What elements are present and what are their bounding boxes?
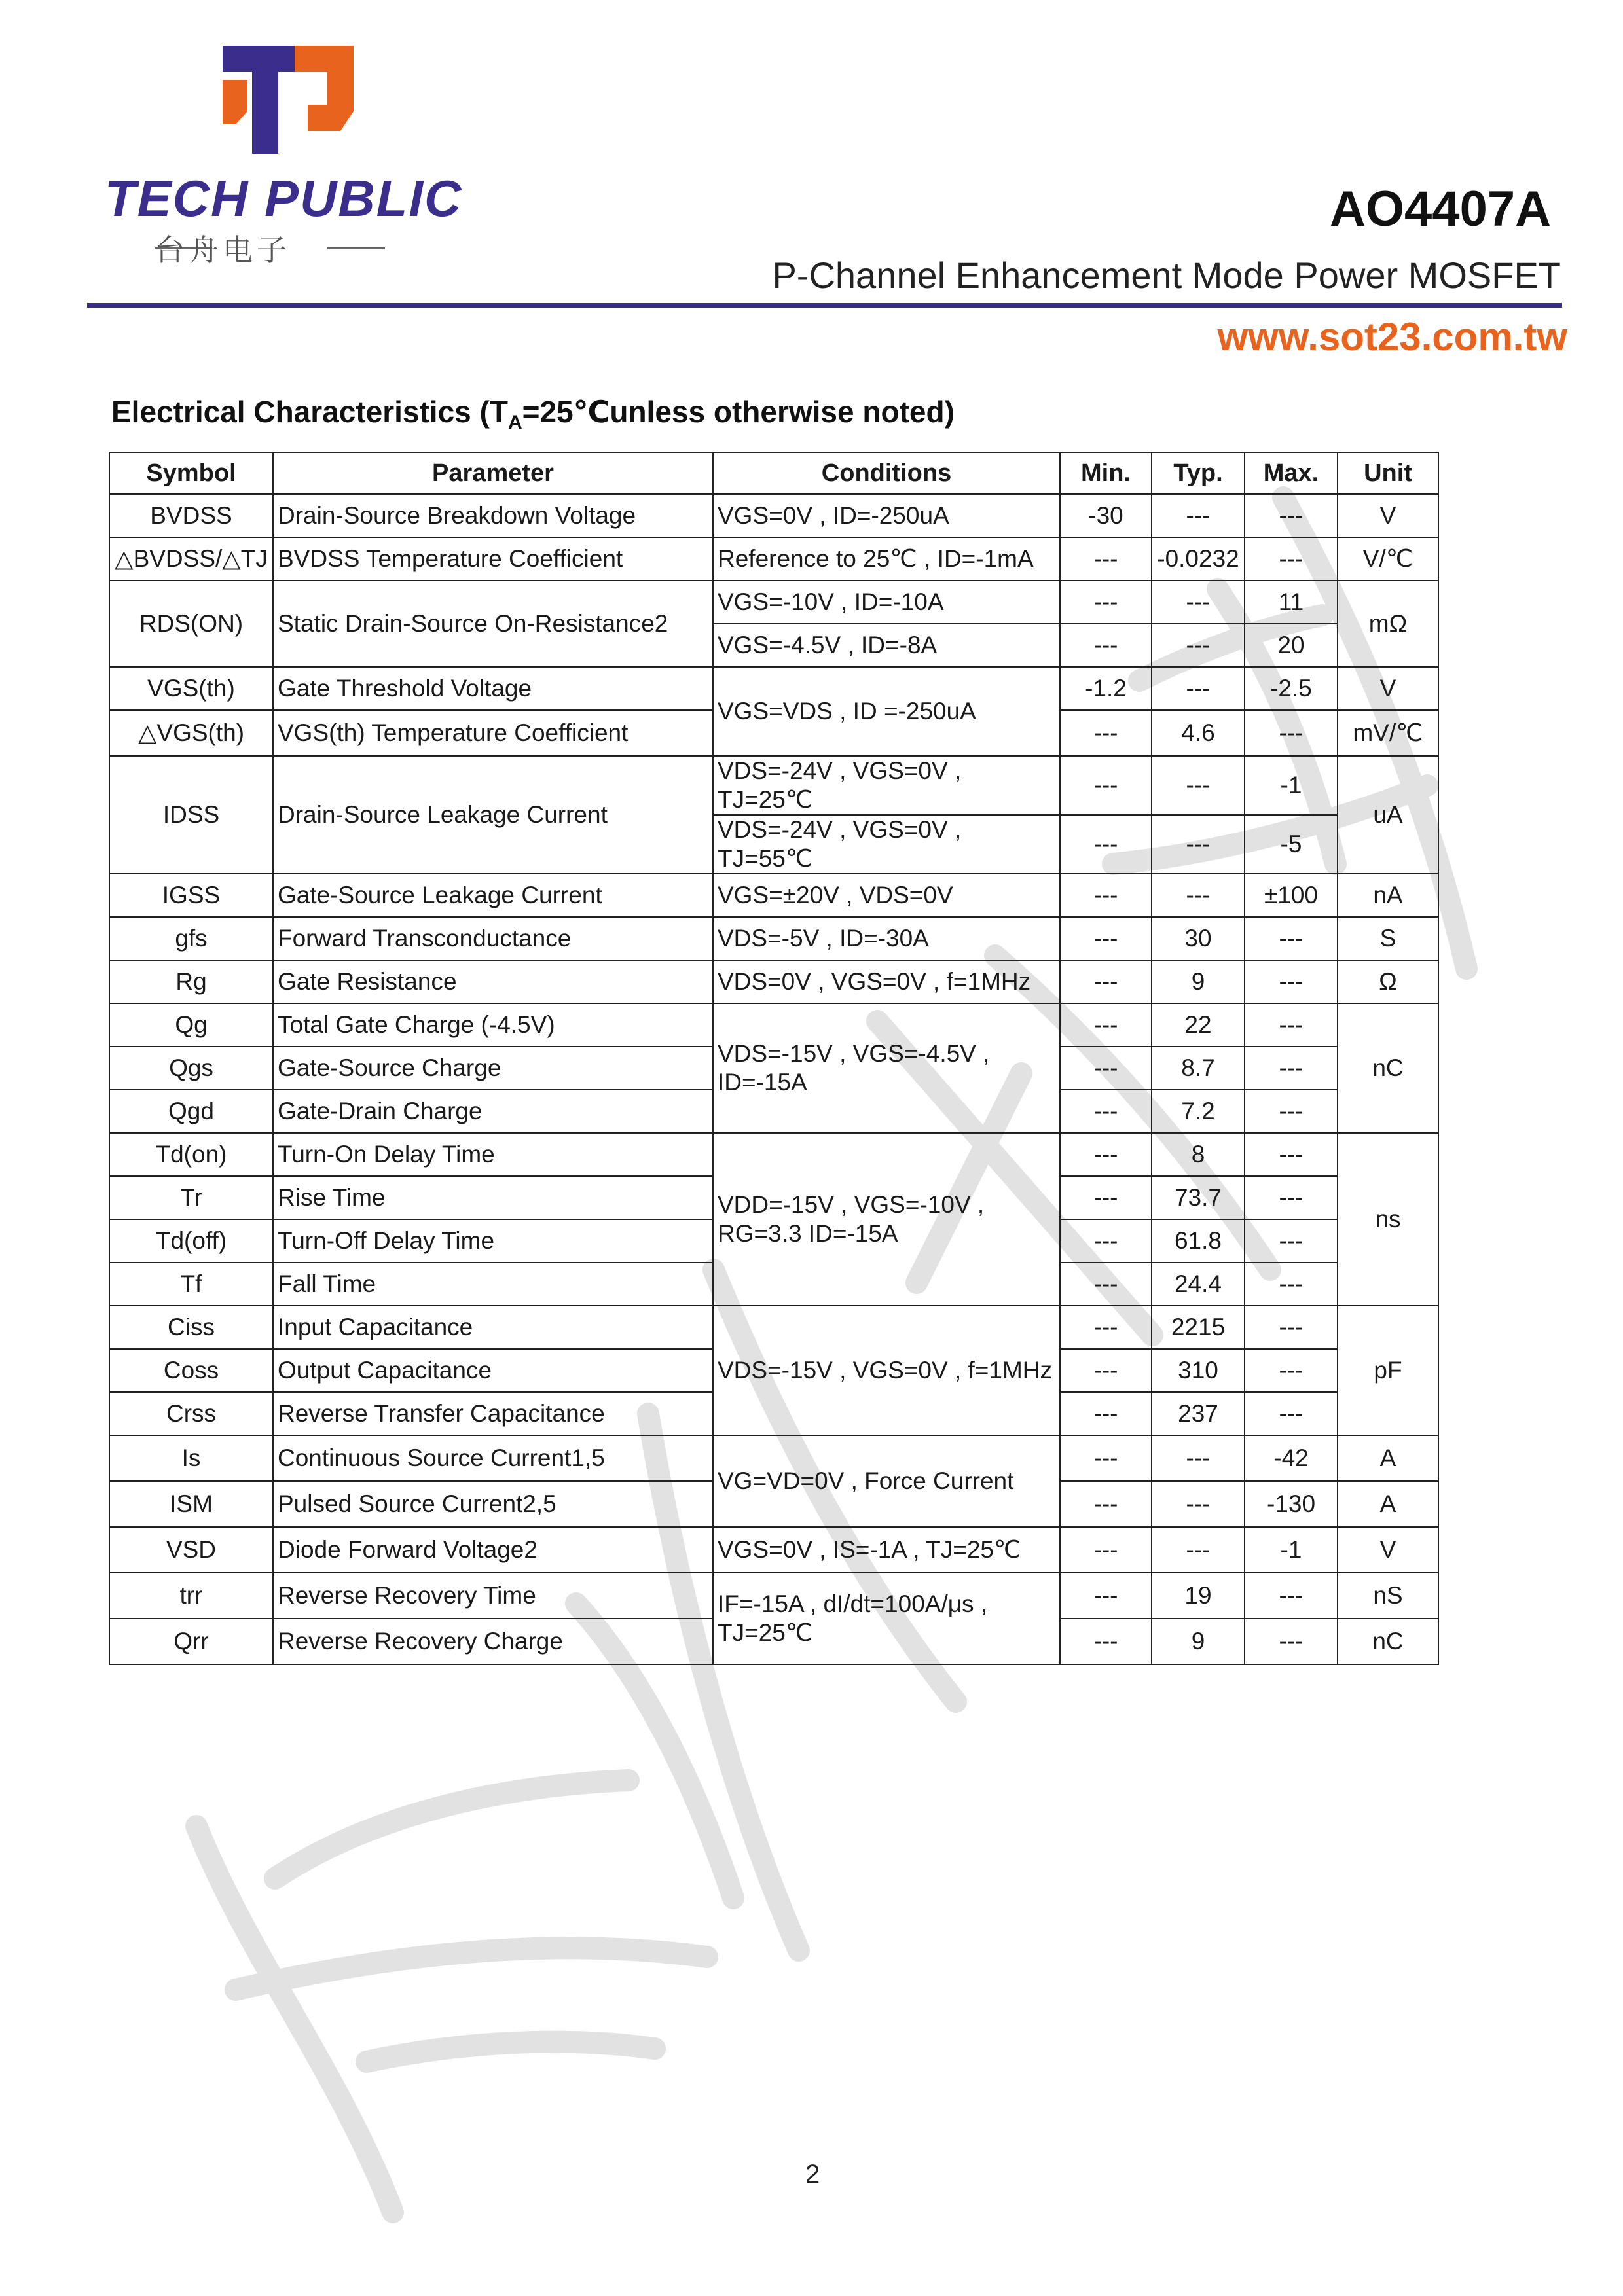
min-cell: --- bbox=[1060, 537, 1152, 581]
conditions-cell: VDS=-5V , ID=-30A bbox=[713, 917, 1060, 960]
min-cell: --- bbox=[1060, 1047, 1152, 1090]
section-title-post: =25℃unless otherwise noted) bbox=[522, 395, 955, 429]
symbol-cell: Ciss bbox=[109, 1306, 273, 1349]
table-row bbox=[109, 1573, 1438, 1619]
symbol-cell: Qgs bbox=[109, 1047, 273, 1090]
unit-cell: V bbox=[1338, 494, 1438, 537]
header-min: Min. bbox=[1060, 452, 1152, 494]
max-cell: --- bbox=[1245, 917, 1338, 960]
typ-cell: 310 bbox=[1152, 1349, 1245, 1392]
typ-cell: 9 bbox=[1152, 960, 1245, 1003]
unit-cell: A bbox=[1338, 1435, 1438, 1481]
typ-cell: 8.7 bbox=[1152, 1047, 1245, 1090]
parameter-cell: Fall Time bbox=[273, 1263, 713, 1306]
parameter-cell: Turn-Off Delay Time bbox=[273, 1219, 713, 1263]
min-cell: --- bbox=[1060, 1619, 1152, 1664]
max-cell: -2.5 bbox=[1245, 667, 1338, 710]
conditions-cell: VGS=VDS , ID =-250uA bbox=[713, 667, 1060, 756]
max-cell: --- bbox=[1245, 1573, 1338, 1619]
max-cell: ±100 bbox=[1245, 874, 1338, 917]
max-cell: 20 bbox=[1245, 624, 1338, 667]
table-row bbox=[109, 667, 1438, 710]
typ-cell: --- bbox=[1152, 1527, 1245, 1573]
conditions-cell: VDS=-15V , VGS=-4.5V , ID=-15A bbox=[713, 1003, 1060, 1133]
table-row bbox=[109, 874, 1438, 917]
typ-cell: 2215 bbox=[1152, 1306, 1245, 1349]
min-cell: --- bbox=[1060, 1263, 1152, 1306]
unit-cell: nC bbox=[1338, 1619, 1438, 1664]
parameter-cell: Gate Resistance bbox=[273, 960, 713, 1003]
unit-cell: S bbox=[1338, 917, 1438, 960]
parameter-cell: Drain-Source Leakage Current bbox=[273, 756, 713, 874]
min-cell: --- bbox=[1060, 1176, 1152, 1219]
unit-cell: nC bbox=[1338, 1003, 1438, 1133]
symbol-cell: VSD bbox=[109, 1527, 273, 1573]
symbol-cell: Tr bbox=[109, 1176, 273, 1219]
tp-letters-logo-icon bbox=[216, 39, 360, 164]
max-cell: --- bbox=[1245, 1003, 1338, 1047]
parameter-cell: Total Gate Charge (-4.5V) bbox=[273, 1003, 713, 1047]
table-header-row bbox=[109, 452, 1438, 494]
symbol-cell: BVDSS bbox=[109, 494, 273, 537]
max-cell: --- bbox=[1245, 1619, 1338, 1664]
parameter-cell: Rise Time bbox=[273, 1176, 713, 1219]
parameter-cell: Pulsed Source Current2,5 bbox=[273, 1481, 713, 1527]
unit-cell: V/℃ bbox=[1338, 537, 1438, 581]
unit-cell: nS bbox=[1338, 1573, 1438, 1619]
min-cell: --- bbox=[1060, 1219, 1152, 1263]
symbol-cell: △VGS(th) bbox=[109, 710, 273, 756]
symbol-cell: Is bbox=[109, 1435, 273, 1481]
unit-cell: ns bbox=[1338, 1133, 1438, 1306]
brand-name: TECH PUBLIC bbox=[105, 170, 463, 227]
conditions-cell: VGS=0V , ID=-250uA bbox=[713, 494, 1060, 537]
min-cell: --- bbox=[1060, 874, 1152, 917]
typ-cell: --- bbox=[1152, 1435, 1245, 1481]
conditions-cell: VGS=-10V , ID=-10A bbox=[713, 581, 1060, 624]
conditions-cell: VGS=-4.5V , ID=-8A bbox=[713, 624, 1060, 667]
max-cell: --- bbox=[1245, 1263, 1338, 1306]
typ-cell: 19 bbox=[1152, 1573, 1245, 1619]
parameter-cell: Gate-Source Charge bbox=[273, 1047, 713, 1090]
table-row bbox=[109, 1435, 1438, 1481]
typ-cell: 73.7 bbox=[1152, 1176, 1245, 1219]
symbol-cell: Td(off) bbox=[109, 1219, 273, 1263]
brand-divider-right bbox=[327, 247, 385, 249]
unit-cell: uA bbox=[1338, 756, 1438, 874]
typ-cell: 237 bbox=[1152, 1392, 1245, 1435]
max-cell: -130 bbox=[1245, 1481, 1338, 1527]
conditions-cell: VDS=-24V , VGS=0V , TJ=25℃ bbox=[713, 756, 1060, 815]
symbol-cell: Coss bbox=[109, 1349, 273, 1392]
parameter-cell: Input Capacitance bbox=[273, 1306, 713, 1349]
electrical-characteristics-table bbox=[109, 452, 1439, 1665]
min-cell: --- bbox=[1060, 1392, 1152, 1435]
symbol-cell: IDSS bbox=[109, 756, 273, 874]
typ-cell: 24.4 bbox=[1152, 1263, 1245, 1306]
symbol-cell: △BVDSS/△TJ bbox=[109, 537, 273, 581]
unit-cell: nA bbox=[1338, 874, 1438, 917]
typ-cell: 30 bbox=[1152, 917, 1245, 960]
min-cell: --- bbox=[1060, 624, 1152, 667]
parameter-cell: Static Drain-Source On-Resistance2 bbox=[273, 581, 713, 667]
min-cell: --- bbox=[1060, 1003, 1152, 1047]
unit-cell: pF bbox=[1338, 1306, 1438, 1435]
page-number: 2 bbox=[805, 2160, 820, 2189]
min-cell: --- bbox=[1060, 960, 1152, 1003]
parameter-cell: Drain-Source Breakdown Voltage bbox=[273, 494, 713, 537]
min-cell: --- bbox=[1060, 1527, 1152, 1573]
header-unit: Unit bbox=[1338, 452, 1438, 494]
part-number: AO4407A bbox=[1330, 181, 1551, 237]
section-title bbox=[111, 394, 955, 434]
conditions-cell: VGS=0V , IS=-1A , TJ=25℃ bbox=[713, 1527, 1060, 1573]
max-cell: 11 bbox=[1245, 581, 1338, 624]
max-cell: -5 bbox=[1245, 815, 1338, 874]
typ-cell: 9 bbox=[1152, 1619, 1245, 1664]
max-cell: --- bbox=[1245, 494, 1338, 537]
conditions-cell: VGS=±20V , VDS=0V bbox=[713, 874, 1060, 917]
product-subtitle: P-Channel Enhancement Mode Power MOSFET bbox=[772, 255, 1561, 296]
table-row bbox=[109, 1003, 1438, 1047]
unit-cell: mV/℃ bbox=[1338, 710, 1438, 756]
max-cell: -1 bbox=[1245, 1527, 1338, 1573]
min-cell: --- bbox=[1060, 1133, 1152, 1176]
min-cell: --- bbox=[1060, 1090, 1152, 1133]
min-cell: --- bbox=[1060, 815, 1152, 874]
parameter-cell: VGS(th) Temperature Coefficient bbox=[273, 710, 713, 756]
typ-cell: --- bbox=[1152, 494, 1245, 537]
typ-cell: --- bbox=[1152, 756, 1245, 815]
max-cell: --- bbox=[1245, 1090, 1338, 1133]
symbol-cell: Rg bbox=[109, 960, 273, 1003]
max-cell: --- bbox=[1245, 1176, 1338, 1219]
symbol-cell: Qrr bbox=[109, 1619, 273, 1664]
parameter-cell: Diode Forward Voltage2 bbox=[273, 1527, 713, 1573]
unit-cell: Ω bbox=[1338, 960, 1438, 1003]
max-cell: --- bbox=[1245, 960, 1338, 1003]
symbol-cell: Qg bbox=[109, 1003, 273, 1047]
max-cell: --- bbox=[1245, 1349, 1338, 1392]
min-cell: --- bbox=[1060, 1573, 1152, 1619]
min-cell: --- bbox=[1060, 1435, 1152, 1481]
conditions-cell: IF=-15A , dI/dt=100A/μs , TJ=25℃ bbox=[713, 1573, 1060, 1664]
table-row bbox=[109, 960, 1438, 1003]
parameter-cell: Turn-On Delay Time bbox=[273, 1133, 713, 1176]
symbol-cell: Crss bbox=[109, 1392, 273, 1435]
typ-cell: --- bbox=[1152, 815, 1245, 874]
typ-cell: --- bbox=[1152, 874, 1245, 917]
min-cell: --- bbox=[1060, 710, 1152, 756]
min-cell: --- bbox=[1060, 756, 1152, 815]
header-typ: Typ. bbox=[1152, 452, 1245, 494]
unit-cell: mΩ bbox=[1338, 581, 1438, 667]
typ-cell: -0.0232 bbox=[1152, 537, 1245, 581]
symbol-cell: trr bbox=[109, 1573, 273, 1619]
min-cell: --- bbox=[1060, 1349, 1152, 1392]
unit-cell: V bbox=[1338, 667, 1438, 710]
parameter-cell: BVDSS Temperature Coefficient bbox=[273, 537, 713, 581]
table-row bbox=[109, 1527, 1438, 1573]
min-cell: --- bbox=[1060, 917, 1152, 960]
max-cell: --- bbox=[1245, 537, 1338, 581]
typ-cell: --- bbox=[1152, 581, 1245, 624]
parameter-cell: Gate Threshold Voltage bbox=[273, 667, 713, 710]
typ-cell: --- bbox=[1152, 667, 1245, 710]
conditions-cell: VDS=-15V , VGS=0V , f=1MHz bbox=[713, 1306, 1060, 1435]
header-rule bbox=[87, 303, 1562, 308]
table-row bbox=[109, 581, 1438, 624]
parameter-cell: Output Capacitance bbox=[273, 1349, 713, 1392]
table-row bbox=[109, 537, 1438, 581]
typ-cell: 4.6 bbox=[1152, 710, 1245, 756]
max-cell: -1 bbox=[1245, 756, 1338, 815]
unit-cell: V bbox=[1338, 1527, 1438, 1573]
typ-cell: --- bbox=[1152, 624, 1245, 667]
symbol-cell: IGSS bbox=[109, 874, 273, 917]
typ-cell: --- bbox=[1152, 1481, 1245, 1527]
table-row bbox=[109, 1306, 1438, 1349]
header-symbol: Symbol bbox=[109, 452, 273, 494]
symbol-cell: RDS(ON) bbox=[109, 581, 273, 667]
table-row bbox=[109, 917, 1438, 960]
table-row bbox=[109, 756, 1438, 815]
section-title-pre: Electrical Characteristics (T bbox=[111, 395, 508, 429]
typ-cell: 8 bbox=[1152, 1133, 1245, 1176]
symbol-cell: Tf bbox=[109, 1263, 273, 1306]
parameter-cell: Reverse Recovery Time bbox=[273, 1573, 713, 1619]
table-row bbox=[109, 494, 1438, 537]
parameter-cell: Reverse Recovery Charge bbox=[273, 1619, 713, 1664]
website-link[interactable]: www.sot23.com.tw bbox=[1217, 315, 1567, 359]
conditions-cell: VDD=-15V , VGS=-10V , RG=3.3 ID=-15A bbox=[713, 1133, 1060, 1306]
conditions-cell: VDS=0V , VGS=0V , f=1MHz bbox=[713, 960, 1060, 1003]
parameter-cell: Gate-Source Leakage Current bbox=[273, 874, 713, 917]
parameter-cell: Forward Transconductance bbox=[273, 917, 713, 960]
parameter-cell: Gate-Drain Charge bbox=[273, 1090, 713, 1133]
typ-cell: 22 bbox=[1152, 1003, 1245, 1047]
symbol-cell: Td(on) bbox=[109, 1133, 273, 1176]
symbol-cell: ISM bbox=[109, 1481, 273, 1527]
conditions-cell: Reference to 25℃ , ID=-1mA bbox=[713, 537, 1060, 581]
max-cell: --- bbox=[1245, 1219, 1338, 1263]
brand-name-chinese: 台舟电子 bbox=[155, 233, 291, 267]
header-max: Max. bbox=[1245, 452, 1338, 494]
min-cell: -1.2 bbox=[1060, 667, 1152, 710]
unit-cell: A bbox=[1338, 1481, 1438, 1527]
conditions-cell: VDS=-24V , VGS=0V , TJ=55℃ bbox=[713, 815, 1060, 874]
max-cell: --- bbox=[1245, 1047, 1338, 1090]
parameter-cell: Reverse Transfer Capacitance bbox=[273, 1392, 713, 1435]
max-cell: --- bbox=[1245, 1133, 1338, 1176]
typ-cell: 61.8 bbox=[1152, 1219, 1245, 1263]
symbol-cell: gfs bbox=[109, 917, 273, 960]
min-cell: --- bbox=[1060, 1306, 1152, 1349]
header-conditions: Conditions bbox=[713, 452, 1060, 494]
max-cell: --- bbox=[1245, 1392, 1338, 1435]
symbol-cell: VGS(th) bbox=[109, 667, 273, 710]
min-cell: -30 bbox=[1060, 494, 1152, 537]
min-cell: --- bbox=[1060, 581, 1152, 624]
section-title-sub: A bbox=[507, 412, 522, 434]
parameter-cell: Continuous Source Current1,5 bbox=[273, 1435, 713, 1481]
table-row bbox=[109, 1133, 1438, 1176]
min-cell: --- bbox=[1060, 1481, 1152, 1527]
max-cell: -42 bbox=[1245, 1435, 1338, 1481]
header-parameter: Parameter bbox=[273, 452, 713, 494]
max-cell: --- bbox=[1245, 1306, 1338, 1349]
symbol-cell: Qgd bbox=[109, 1090, 273, 1133]
max-cell: --- bbox=[1245, 710, 1338, 756]
conditions-cell: VG=VD=0V , Force Current bbox=[713, 1435, 1060, 1527]
typ-cell: 7.2 bbox=[1152, 1090, 1245, 1133]
